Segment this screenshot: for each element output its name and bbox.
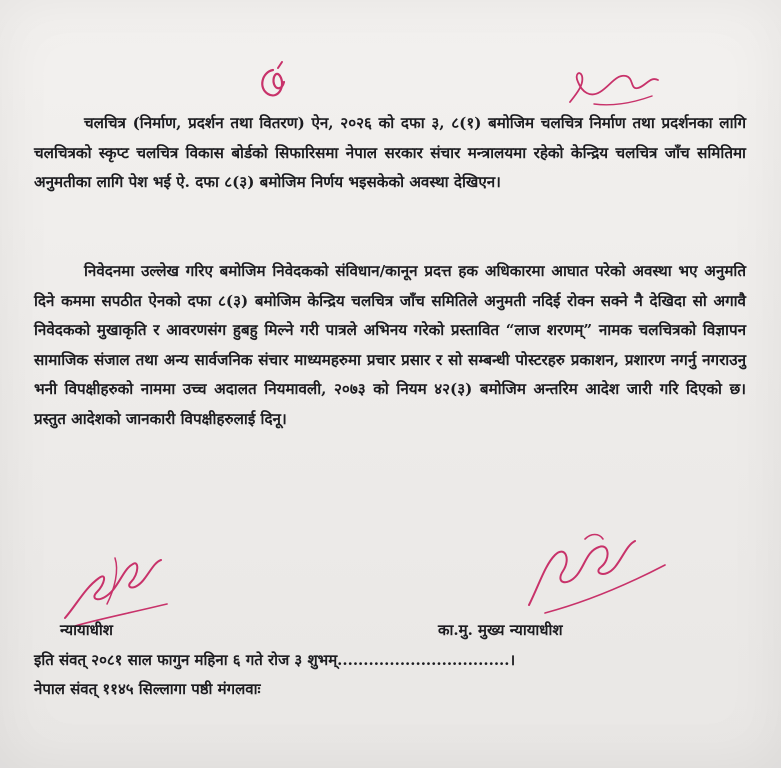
paragraph-1: चलचित्र (निर्माण, प्रदर्शन तथा वितरण) ऐन, २०२६ को दफा ३, ८(१) बमोजिम चलचित्र निर्माण तथा प्रदर्शनका लागि चलचित्रको स्कृप्ट चलचित्र विकास बोर्डको सिफारिसमा नेपाल सरकार संचार मन्त्रालयमा रहेको केन्द्रिय चलचित्र जाँच समितिमा अनुमतीका लागि पेश भई ऐ. दफा ८(३) बमोजिम निर्णय भइसकेको अवस्था देखिएन। — [34, 114, 746, 191]
date-line-bikram-sambat: इति संवत् २०८१ साल फागुन महिना ६ गते रोज ३ शुभम्.................................। — [34, 651, 516, 669]
top-edge-mark — [300, 0, 420, 5]
judge-label: न्यायाधीश — [60, 621, 113, 639]
paragraph-2: निवेदनमा उल्लेख गरिए बमोजिम निवेदकको संविधान/कानून प्रदत्त हक अधिकारमा आघात परेको अवस्था भए अनुमति दिने कममा सपठीत ऐनको दफा ८(३) बमोजिम केन्द्रिय चलचित्र जाँच समितिले अनुमती नदिई रोक्न सक्ने नै देखिदा सो अगावै निवेदकको मुखाकृति र आवरणसंग हुबहु मिल्ने गरी पात्रले अभिनय गरेको प्रस्तावित “लाज शरणम्” नामक चलचित्रको विज्ञापन सामाजिक संजाल तथा अन्य सार्वजनिक संचार माध्यमहरुमा प्रचार प्रसार र सो सम्बन्धी पोस्टरहरु प्रकाशन, प्रशारण नगर्नु नगराउनु भनी विपक्षीहरुको नाममा उच्च अदालत नियमावली, २०७३ को नियम ४२(३) बमोजिम अन्तरिम आदेश जारी गरि दिएको छ। प्रस्तुत आदेशको जानकारी विपक्षीहरुलाई दिनू। — [34, 262, 746, 428]
chief-judge-label: का.मु. मुख्य न्यायाधीश — [438, 621, 563, 639]
handwritten-mark — [248, 60, 298, 110]
chief-judge-signature — [515, 525, 675, 625]
date-line-nepal-sambat: नेपाल संवत् ११४५ सिल्लागा पष्ठी मंगलवाः — [34, 680, 261, 698]
